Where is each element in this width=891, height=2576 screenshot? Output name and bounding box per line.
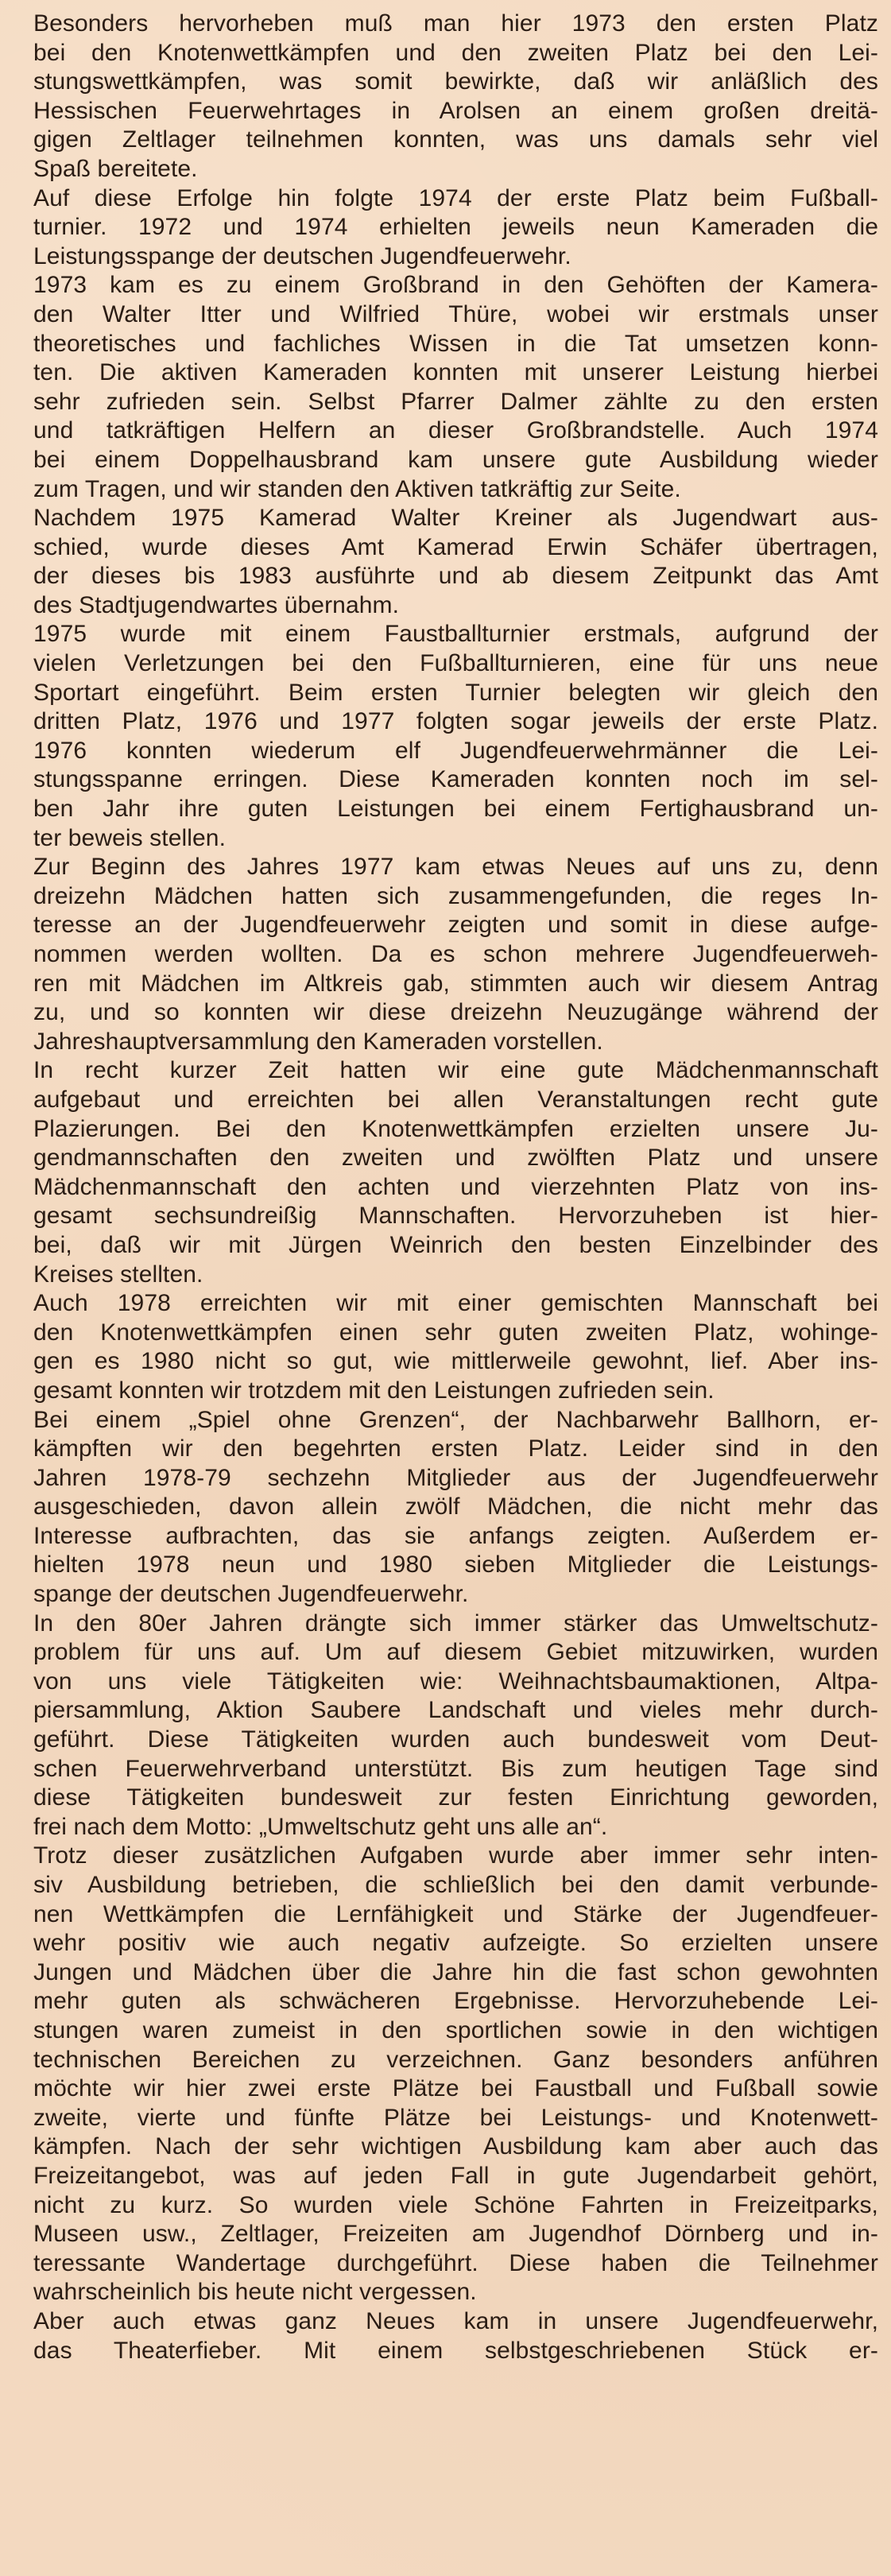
paragraph [33, 271, 878, 504]
text-line: problem für uns auf. Um auf diesem Gebiet mitzuwirken, wurden [33, 1639, 878, 1666]
text-line: Museen usw., Zeltlager, Freizeiten am Jugendhof Dörnberg und in- [33, 2221, 878, 2248]
text-line: ben Jahr ihre guten Leistungen bei einem Fertighausbrand un- [33, 796, 878, 823]
text-line: stungsspanne erringen. Diese Kameraden konnten noch im sel- [33, 766, 878, 793]
text-line: wehr positiv wie auch negativ aufzeigte. So erzielten unsere [33, 1930, 878, 1957]
text-line: teresse an der Jugendfeuerwehr zeigten und somit in diese aufge- [33, 912, 878, 939]
text-line: theoretisches und fachliches Wissen in die Tat umsetzen konn- [33, 330, 878, 357]
text-line: frei nach dem Motto: „Umweltschutz geht uns alle an“. [33, 1813, 608, 1840]
text-line: Besonders hervorheben muß man hier 1973 den ersten Platz [33, 10, 878, 37]
text-line: zu, und so konnten wir diese dreizehn Neuzugänge während der [33, 999, 878, 1026]
text-line: teressante Wandertage durchgeführt. Diese haben die Teilnehmer [33, 2249, 878, 2276]
text-line: Spaß bereitete. [33, 155, 198, 182]
text-line: dreizehn Mädchen hatten sich zusammengefunden, die reges In- [33, 882, 878, 909]
text-line: Jahren 1978-79 sechzehn Mitglieder aus der Jugendfeuerwehr [33, 1464, 878, 1491]
text-line: Leistungsspange der deutschen Jugendfeuerwehr. [33, 242, 571, 269]
text-line: stungswettkämpfen, was somit bewirkte, daß wir anläßlich des [33, 68, 878, 95]
text-line: gesamt sechsundreißig Mannschaften. Hervorzuheben ist hier- [33, 1203, 878, 1230]
text-line: den Knotenwettkämpfen einen sehr guten zweiten Platz, wohinge- [33, 1319, 878, 1346]
text-line: schen Feuerwehrverband unterstützt. Bis zum heutigen Tage sind [33, 1755, 878, 1782]
text-line: nicht zu kurz. So wurden viele Schöne Fahrten in Freizeitparks, [33, 2191, 878, 2218]
text-line: Aber auch etwas ganz Neues kam in unsere Jugendfeuerwehr, [33, 2307, 878, 2334]
text-line: In recht kurzer Zeit hatten wir eine gute Mädchenmannschaft [33, 1057, 878, 1084]
text-line: gigen Zeltlager teilnehmen konnten, was uns damals sehr viel [33, 126, 878, 153]
text-line: Auf diese Erfolge hin folgte 1974 der erste Platz beim Fußball- [33, 184, 878, 211]
text-line: Jungen und Mädchen über die Jahre hin die fast schon gewohnten [33, 1958, 878, 1985]
text-line: Plazierungen. Bei den Knotenwettkämpfen erzielten unsere Ju- [33, 1115, 878, 1142]
text-line: sehr zufrieden sein. Selbst Pfarrer Dalmer zählte zu den ersten [33, 388, 878, 415]
text-line: aufgebaut und erreichten bei allen Veranstaltungen recht gute [33, 1086, 878, 1113]
text-line: geführt. Diese Tätigkeiten wurden auch bundesweit vom Deut- [33, 1726, 878, 1753]
text-line: wahrscheinlich bis heute nicht vergessen. [33, 2279, 477, 2306]
text-line: Kreises stellten. [33, 1261, 203, 1288]
text-line: 1976 konnten wiederum elf Jugendfeuerwehrmänner die Lei- [33, 737, 878, 764]
text-line: der dieses bis 1983 ausführte und ab diesem Zeitpunkt das Amt [33, 563, 878, 590]
text-line: Auch 1978 erreichten wir mit einer gemischten Mannschaft bei [33, 1290, 878, 1317]
text-line: bei den Knotenwettkämpfen und den zweiten Platz bei den Lei- [33, 39, 878, 66]
paragraph [33, 184, 878, 272]
text-line: mehr guten als schwächeren Ergebnisse. Hervorzuhebende Lei- [33, 1988, 878, 2015]
text-line: zum Tragen, und wir standen den Aktiven tatkräftig zur Seite. [33, 475, 681, 502]
text-line: den Walter Itter und Wilfried Thüre, wobei wir erstmals unser [33, 300, 878, 327]
paragraph [33, 1406, 878, 1610]
paragraph [33, 1610, 878, 1842]
text-line: Trotz dieser zusätzlichen Aufgaben wurde aber immer sehr inten- [33, 1842, 878, 1869]
text-line: Freizeitangebot, was auf jeden Fall in gute Jugendarbeit gehört, [33, 2162, 878, 2189]
text-line: diese Tätigkeiten bundesweit zur festen Einrichtung geworden, [33, 1784, 878, 1811]
text-line: Hessischen Feuerwehrtages in Arolsen an einem großen dreitä- [33, 97, 878, 124]
text-line: gesamt konnten wir trotzdem mit den Leistungen zufrieden sein. [33, 1377, 715, 1404]
article-body [33, 10, 878, 2365]
text-line: des Stadtjugendwartes übernahm. [33, 591, 400, 618]
text-line: In den 80er Jahren drängte sich immer stärker das Umweltschutz- [33, 1610, 878, 1637]
text-line: nen Wettkämpfen die Lernfähigkeit und Stärke der Jugendfeuer- [33, 1900, 878, 1927]
paragraph [33, 620, 878, 853]
paragraph [33, 1842, 878, 2307]
text-line: 1973 kam es zu einem Großbrand in den Gehöften der Kamera- [33, 272, 878, 299]
text-line: möchte wir hier zwei erste Plätze bei Faustball und Fußball sowie [33, 2075, 878, 2102]
text-line: bei einem Doppelhausbrand kam unsere gute Ausbildung wieder [33, 446, 878, 473]
text-line: kämpfen. Nach der sehr wichtigen Ausbildung kam aber auch das [33, 2133, 878, 2160]
paragraph [33, 1289, 878, 1405]
text-line: technischen Bereichen zu verzeichnen. Ganz besonders anführen [33, 2046, 878, 2073]
text-line: ter beweis stellen. [33, 824, 227, 851]
text-line: Interesse aufbrachten, das sie anfangs zeigten. Außerdem er- [33, 1522, 878, 1549]
text-line: Bei einem „Spiel ohne Grenzen“, der Nachbarwehr Ballhorn, er- [33, 1406, 878, 1433]
text-line: hielten 1978 neun und 1980 sieben Mitglieder die Leistungs- [33, 1551, 878, 1579]
text-line: Jahreshauptversammlung den Kameraden vorstellen. [33, 1028, 603, 1055]
text-line: Nachdem 1975 Kamerad Walter Kreiner als Jugendwart aus- [33, 505, 878, 532]
text-line: von uns viele Tätigkeiten wie: Weihnachtsbaumaktionen, Altpa- [33, 1668, 878, 1695]
text-line: das Theaterfieber. Mit einem selbstgeschriebenen Stück er- [33, 2337, 878, 2364]
text-line: stungen waren zumeist in den sportlichen sowie in den wichtigen [33, 2016, 878, 2043]
text-line: ausgeschieden, davon allein zwölf Mädchen, die nicht mehr das [33, 1493, 878, 1520]
text-line: schied, wurde dieses Amt Kamerad Erwin Schäfer übertragen, [33, 533, 878, 560]
paragraph [33, 2307, 878, 2365]
text-line: dritten Platz, 1976 und 1977 folgten sogar jeweils der erste Platz. [33, 708, 878, 735]
paragraph [33, 853, 878, 1056]
text-line: kämpften wir den begehrten ersten Platz. Leider sind in den [33, 1435, 878, 1462]
text-line: piersammlung, Aktion Saubere Landschaft und vieles mehr durch- [33, 1697, 878, 1724]
paragraph [33, 504, 878, 620]
text-line: 1975 wurde mit einem Faustballturnier erstmals, aufgrund der [33, 621, 878, 648]
text-line: Sportart eingeführt. Beim ersten Turnier belegten wir gleich den [33, 679, 878, 706]
text-line: siv Ausbildung betrieben, die schließlich bei den damit verbunde- [33, 1872, 878, 1898]
text-line: bei, daß wir mit Jürgen Weinrich den besten Einzelbinder des [33, 1231, 878, 1258]
text-line: Mädchenmannschaft den achten und vierzehnten Platz von ins- [33, 1173, 878, 1200]
text-line: nommen werden wollten. Da es schon mehrere Jugendfeuerweh- [33, 941, 878, 967]
text-line: spange der deutschen Jugendfeuerwehr. [33, 1581, 469, 1608]
text-line: gendmannschaften den zweiten und zwölften Platz und unsere [33, 1145, 878, 1172]
text-line: turnier. 1972 und 1974 erhielten jeweils neun Kameraden die [33, 214, 878, 241]
text-line: vielen Verletzungen bei den Fußballturnieren, eine für uns neue [33, 650, 878, 677]
text-line: ten. Die aktiven Kameraden konnten mit unserer Leistung hierbei [33, 359, 878, 386]
text-line: zweite, vierte und fünfte Plätze bei Leistungs- und Knotenwett- [33, 2104, 878, 2131]
paragraph [33, 1056, 878, 1289]
text-line: ren mit Mädchen im Altkreis gab, stimmten auch wir diesem Antrag [33, 970, 878, 997]
text-line: Zur Beginn des Jahres 1977 kam etwas Neues auf uns zu, denn [33, 854, 878, 881]
paragraph [33, 10, 878, 184]
text-line: und tatkräftigen Helfern an dieser Großbrandstelle. Auch 1974 [33, 417, 878, 444]
text-line: gen es 1980 nicht so gut, wie mittlerweile gewohnt, lief. Aber ins- [33, 1348, 878, 1375]
